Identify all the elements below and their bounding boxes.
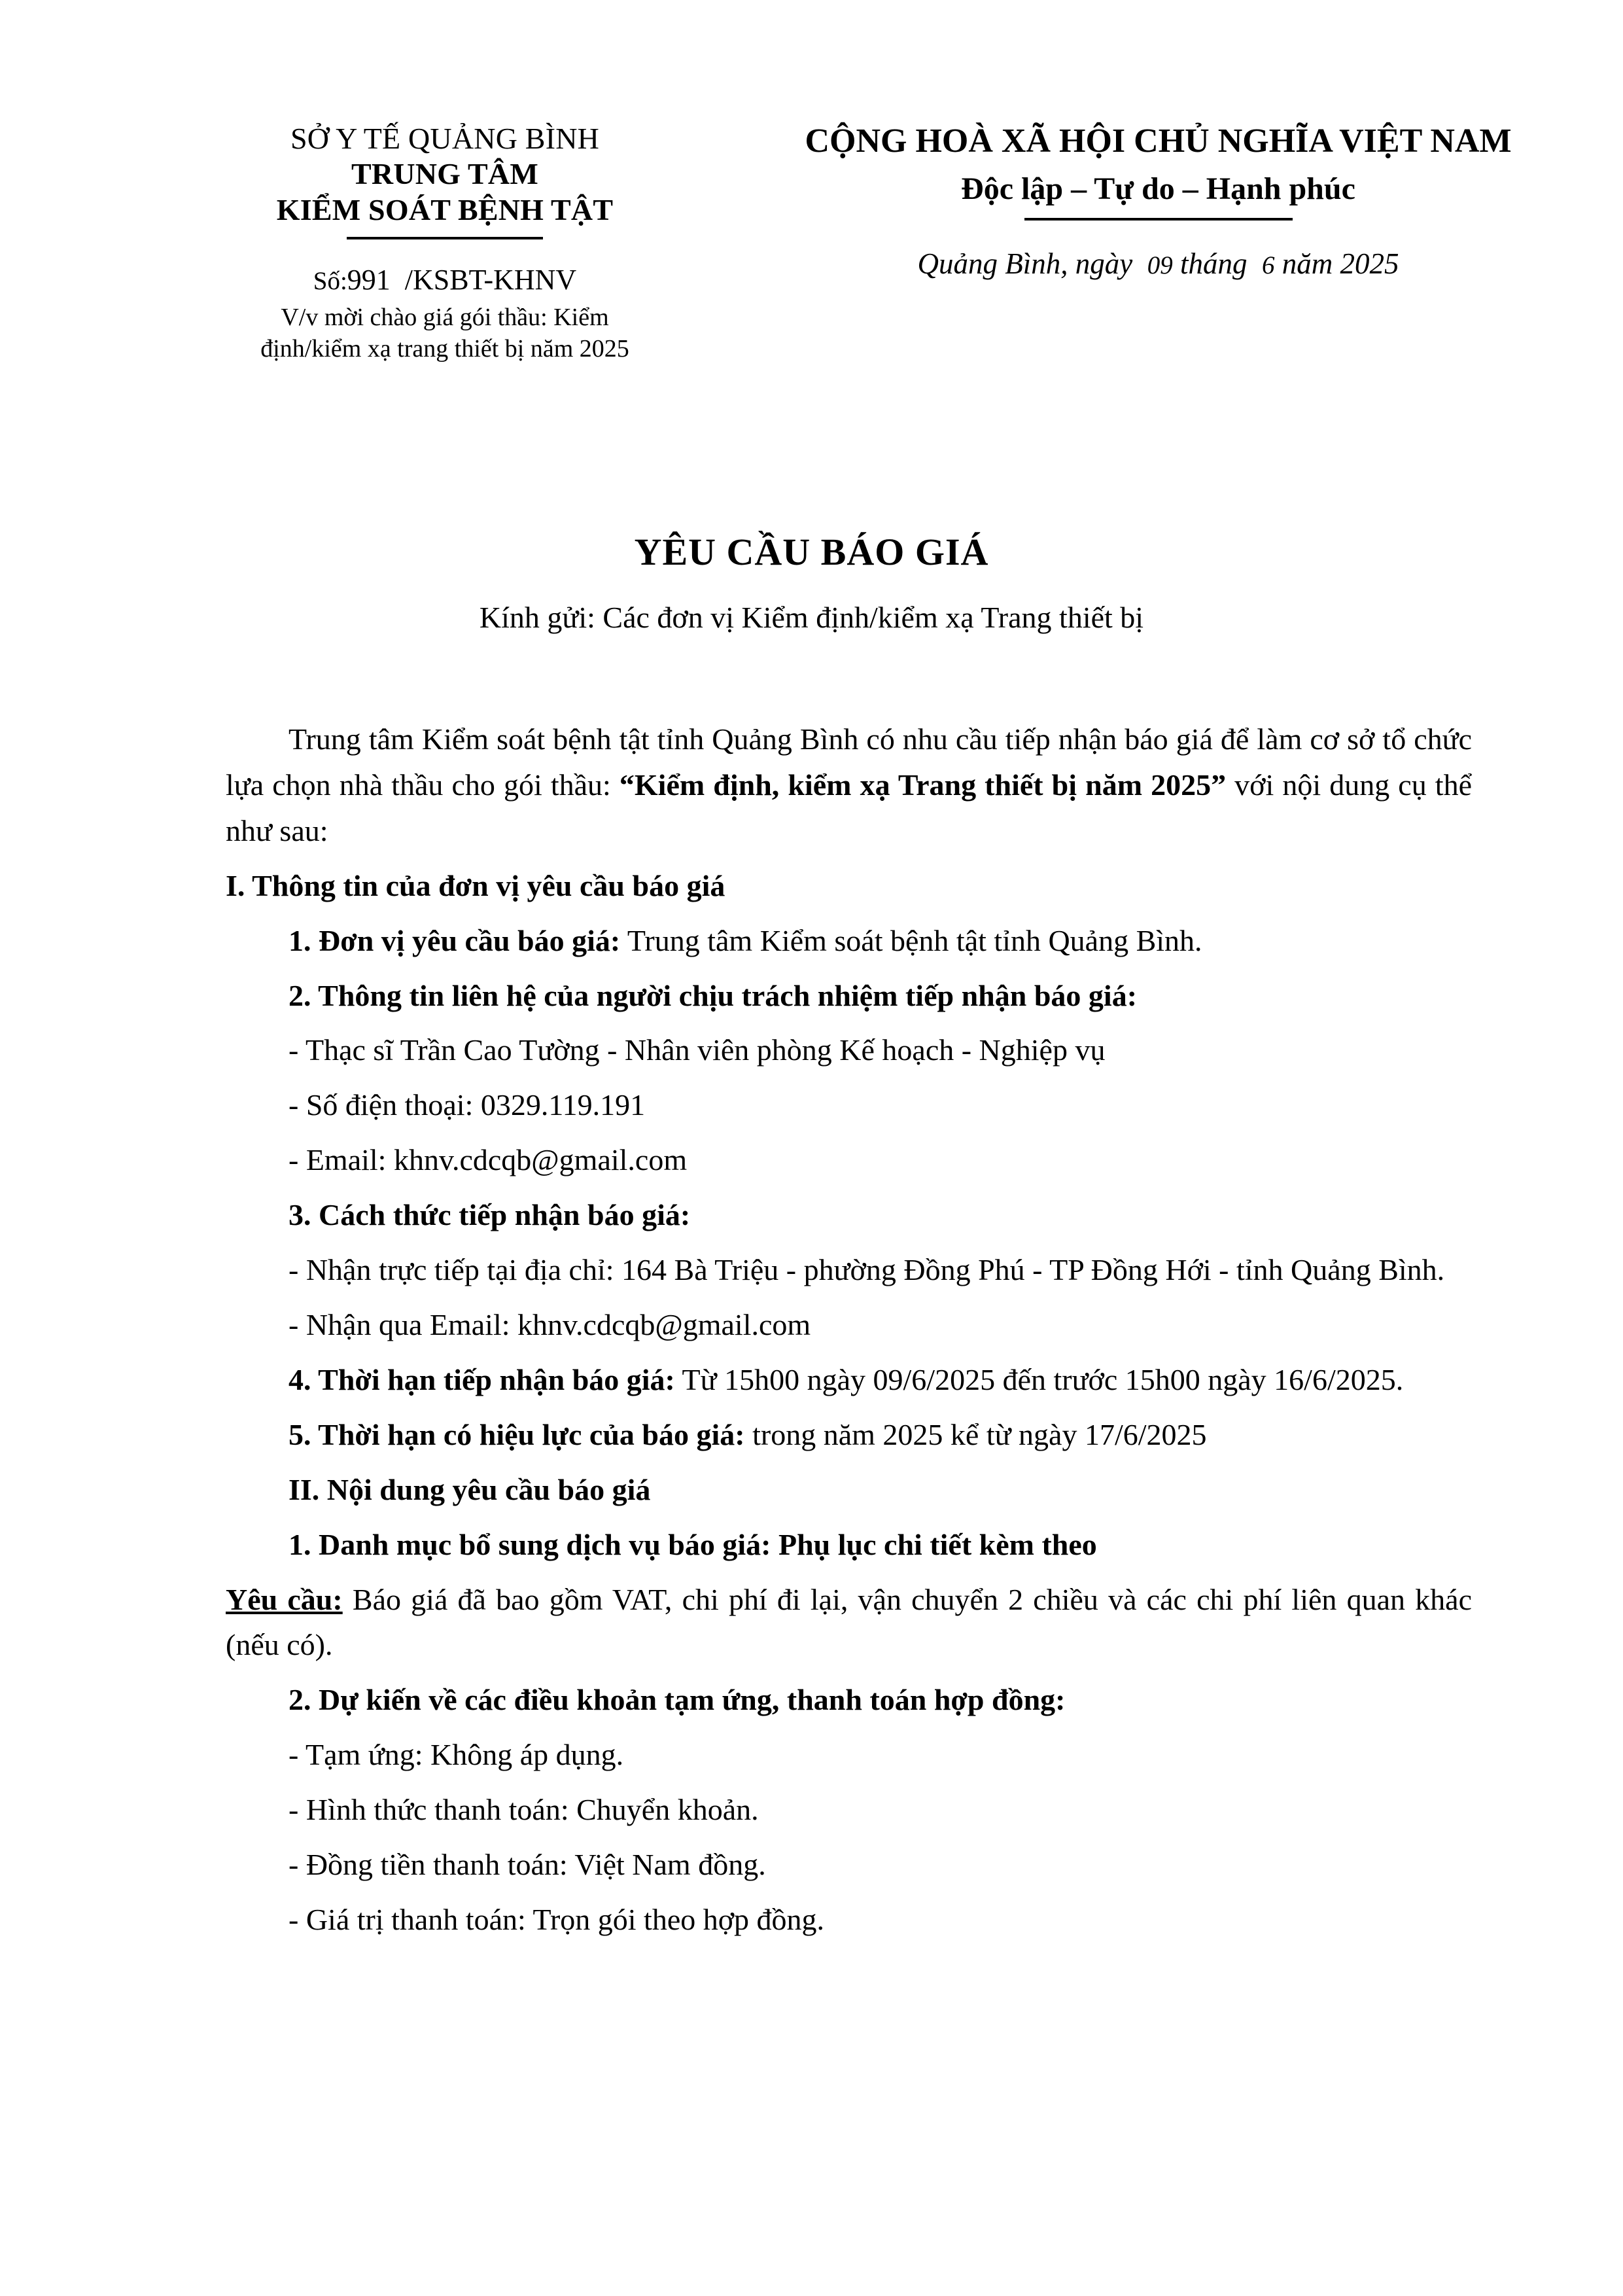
document-body (226, 716, 1472, 1952)
item-4-label: 4. Thời hạn tiếp nhận báo giá: (288, 1362, 675, 1396)
item-2-contact-name: - Thạc sĩ Trần Cao Tường - Nhân viên phòng Kế hoạch - Nghiệp vụ (288, 1033, 1106, 1067)
section-2-heading-text: II. Nội dung yêu cầu báo giá (288, 1472, 651, 1506)
document-number-value: 991 (347, 263, 391, 296)
document-header (0, 121, 1623, 365)
issue-month-label: tháng (1179, 247, 1248, 281)
issue-date-line (772, 247, 1544, 281)
item-1 (226, 918, 1472, 964)
item-2-2-method: - Hình thức thanh toán: Chuyển khoản. (288, 1793, 759, 1827)
section-1-heading (226, 863, 1472, 909)
item-1-label: 1. Đơn vị yêu cầu báo giá: (288, 923, 621, 957)
item-2-1 (226, 1522, 1472, 1568)
issue-year: 2025 (1340, 247, 1399, 281)
org-center-line: TRUNG TÂM (351, 157, 538, 191)
document-subject: V/v mời chào giá gói thầu: Kiểm định/kiểm xạ trang thiết bị năm 2025 (260, 303, 629, 363)
title-block (0, 530, 1623, 635)
intro-text-1: Trung tâm Kiểm soát bệnh tật tỉnh Quảng Bình có nhu cầu tiếp nhận báo giá để làm cơ sở tổ chức lựa chọn nhà thầu cho gói thầu: (226, 722, 1472, 802)
page-title: YÊU CẦU BÁO GIÁ (634, 531, 989, 573)
item-2-heading (226, 973, 1472, 1019)
section-1-heading-text: I. Thông tin của đơn vị yêu cầu báo giá (226, 868, 725, 902)
item-4-value: Từ 15h00 ngày 09/6/2025 đến trước 15h00 ngày 16/6/2025. (674, 1362, 1404, 1396)
item-2-2-value: - Giá trị thanh toán: Trọn gói theo hợp đồng. (288, 1902, 825, 1936)
document-number-label: Số: (313, 266, 347, 295)
item-4 (226, 1357, 1472, 1403)
item-2-1-label: 1. Danh mục bổ sung dịch vụ báo giá: Phụ lục chi tiết kèm theo (288, 1527, 1097, 1561)
national-motto: Độc lập – Tự do – Hạnh phúc (961, 171, 1355, 207)
item-2-phone: - Số điện thoại: 0329.119.191 (288, 1088, 646, 1122)
item-3-heading (226, 1192, 1472, 1238)
item-2-2-advance: - Tạm ứng: Không áp dụng. (288, 1738, 624, 1772)
item-5 (226, 1412, 1472, 1458)
item-3-label: 3. Cách thức tiếp nhận báo giá: (288, 1198, 691, 1232)
intro-paragraph (226, 716, 1472, 854)
org-name-line: KIỂM SOÁT BỆNH TẬT (276, 192, 614, 226)
org-department-line: SỞ Y TẾ QUẢNG BÌNH (290, 122, 600, 155)
item-5-value: trong năm 2025 kể từ ngày 17/6/2025 (744, 1417, 1207, 1451)
issue-year-label: năm (1282, 247, 1333, 281)
item-3-address: - Nhận trực tiếp tại địa chỉ: 164 Bà Triệu - phường Đồng Phú - TP Đồng Hới - tỉnh Quảng Bình. (288, 1253, 1445, 1287)
intro-text-2: với nội dung cụ thể như sau: (226, 768, 1472, 847)
org-underline-rule (347, 237, 543, 239)
item-2-email: - Email: khnv.cdcqb@gmail.com (288, 1143, 688, 1177)
item-3-email: - Nhận qua Email: khnv.cdcqb@gmail.com (288, 1307, 811, 1341)
item-2-2-heading (226, 1677, 1472, 1723)
national-header-block (772, 121, 1623, 281)
package-name: “Kiểm định, kiểm xạ Trang thiết bị năm 2025” (619, 768, 1227, 802)
issue-month: 6 (1261, 251, 1275, 280)
national-title: CỘNG HOÀ XÃ HỘI CHỦ NGHĨA VIỆT NAM (805, 122, 1512, 160)
item-1-value: Trung tâm Kiểm soát bệnh tật tỉnh Quảng Bình. (620, 923, 1202, 957)
issuing-organization-block (118, 121, 772, 365)
document-number (118, 263, 772, 296)
item-2-2-currency: - Đồng tiền thanh toán: Việt Nam đồng. (288, 1848, 766, 1882)
issue-place: Quảng Bình, ngày (917, 247, 1133, 281)
item-2-2-label: 2. Dự kiến về các điều khoản tạm ứng, thanh toán hợp đồng: (288, 1683, 1066, 1717)
item-5-label: 5. Thời hạn có hiệu lực của báo giá: (288, 1417, 745, 1451)
requirement-paragraph (226, 1577, 1472, 1669)
requirement-label: Yêu cầu: (226, 1582, 343, 1616)
recipient-line: Kính gửi: Các đơn vị Kiểm định/kiểm xạ Trang thiết bị (479, 601, 1144, 634)
issue-day: 09 (1147, 251, 1173, 280)
document-number-suffix: /KSBT-KHNV (404, 263, 577, 296)
requirement-value: Báo giá đã bao gồm VAT, chi phí đi lại, vận chuyển 2 chiều và các chi phí liên quan khác (nếu có). (226, 1582, 1472, 1662)
motto-underline-rule (1024, 218, 1293, 221)
section-2-heading (226, 1467, 1472, 1513)
item-2-label: 2. Thông tin liên hệ của người chịu trách nhiệm tiếp nhận báo giá: (288, 978, 1138, 1012)
